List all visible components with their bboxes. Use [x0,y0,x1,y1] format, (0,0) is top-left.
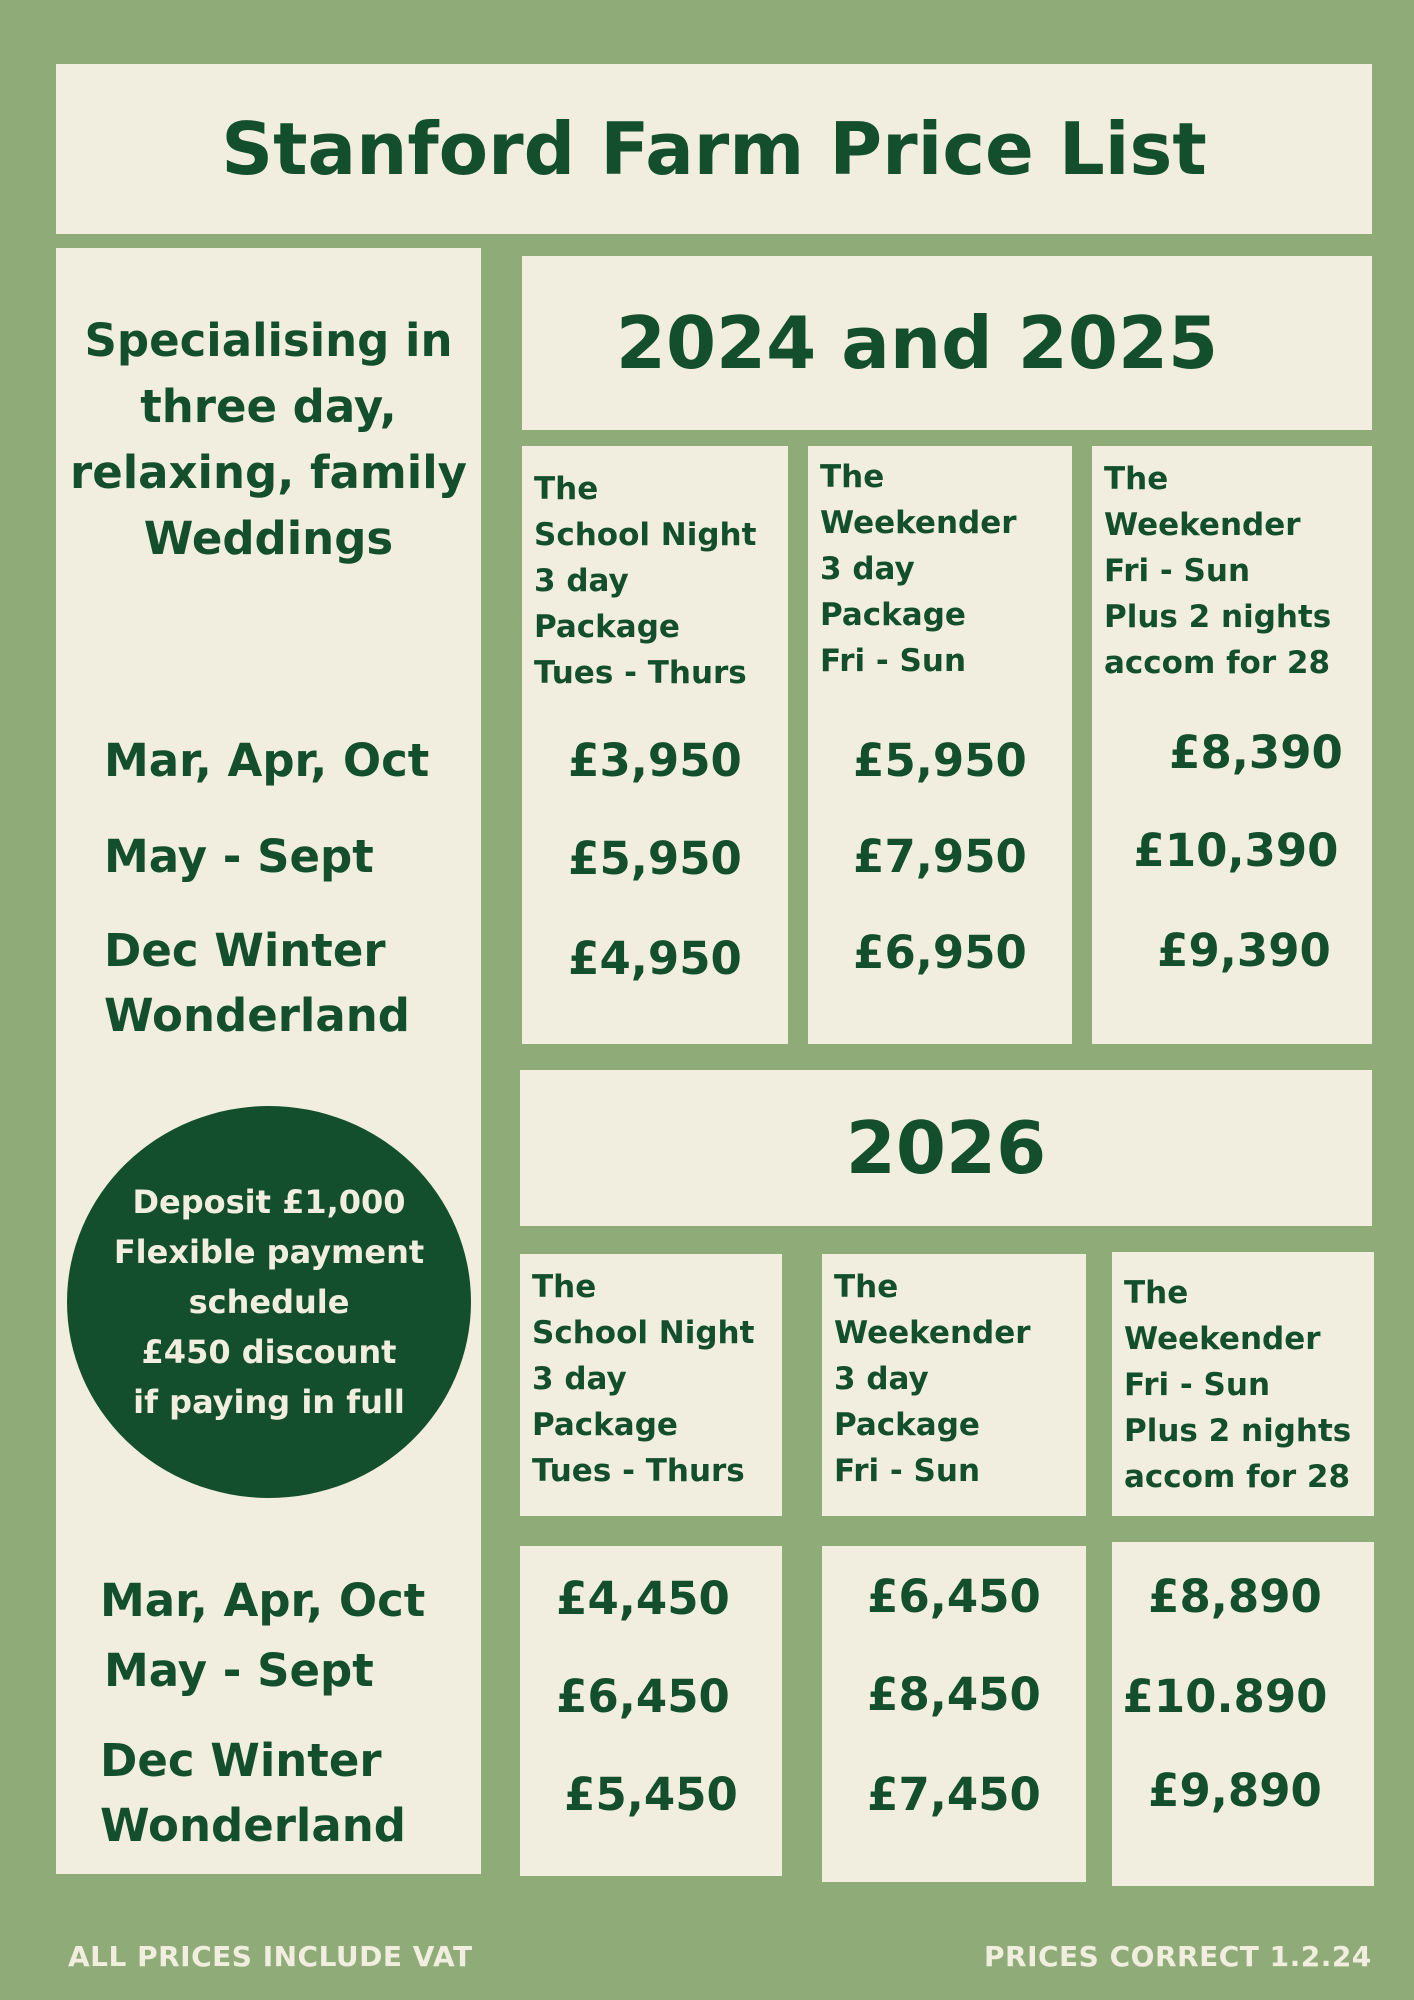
price-value: £4,450 [556,1572,730,1625]
price-value: £6,950 [853,926,1027,979]
card-weekender-2026-prices [822,1546,1086,1882]
year-heading-text: 2024 and 2025 [615,301,1219,385]
card-weekender-2026-header [822,1254,1086,1516]
season-label-dec-winter-2026 [100,1728,406,1858]
package-name: The Weekender 3 day Package Fri - Sun [834,1269,1031,1489]
package-name: The Weekender Fri - Sun Plus 2 nights accom for 28 [1124,1275,1352,1495]
left-column [56,248,481,1874]
season-label-line: Dec Winter [100,1734,382,1787]
deposit-line: Deposit £1,000 [132,1183,406,1221]
card-weekender-2024 [808,446,1072,1044]
package-name: The School Night 3 day Package Tues - Thurs [532,1269,755,1489]
package-name: The Weekender 3 day Package Fri - Sun [820,459,1017,679]
season-label-line: Dec Winter [104,924,386,977]
card-weekender-accom-2024 [1092,446,1372,1044]
deposit-line: schedule [188,1283,350,1321]
deposit-line: if paying in full [133,1383,405,1421]
card-weekender-accom-2026-prices [1112,1542,1374,1886]
footer-vat-note: ALL PRICES INCLUDE VAT [68,1940,473,1973]
price-value: £5,450 [564,1768,738,1821]
price-value: £6,450 [556,1670,730,1723]
year-heading-2026 [520,1070,1372,1226]
price-value: £3,950 [568,734,742,787]
tagline-line: Weddings [143,512,394,565]
tagline-line: relaxing, family [70,446,467,499]
season-label-mar-apr-oct: Mar, Apr, Oct [104,734,430,787]
price-value: £10,390 [1133,824,1339,877]
price-value: £7,950 [853,830,1027,883]
price-value: £8,890 [1148,1570,1322,1623]
price-value: £8,390 [1169,726,1343,779]
season-label-mar-apr-oct-2026: Mar, Apr, Oct [100,1574,426,1627]
price-value: £6,450 [867,1570,1041,1623]
deposit-line: £450 discount [141,1333,397,1371]
page-title: Stanford Farm Price List [221,107,1207,191]
season-label-line: Wonderland [100,1799,406,1852]
price-value: £8,450 [867,1668,1041,1721]
price-value: £9,890 [1148,1764,1322,1817]
season-label-may-sept: May - Sept [104,830,374,883]
price-value: £9,390 [1157,924,1331,977]
season-label-line: Wonderland [104,989,410,1042]
card-school-night-2026-prices [520,1546,782,1876]
price-value: £10.890 [1122,1670,1328,1723]
card-school-night-2026-header [520,1254,782,1516]
deposit-line: Flexible payment [113,1233,425,1271]
package-name: The School Night 3 day Package Tues - Thurs [534,471,757,691]
price-value: £4,950 [568,932,742,985]
title-panel [56,64,1372,234]
price-value: £7,450 [867,1768,1041,1821]
price-value: £5,950 [853,734,1027,787]
year-heading-2024-2025 [522,256,1372,430]
card-school-night-2024 [522,446,788,1044]
year-heading-text: 2026 [845,1106,1047,1190]
tagline-line: Specialising in [84,314,453,367]
deposit-badge [67,1106,471,1498]
tagline [56,308,481,572]
tagline-line: three day, [140,380,397,433]
package-name: The Weekender Fri - Sun Plus 2 nights accom for 28 [1104,461,1332,681]
card-weekender-accom-2026-header [1112,1252,1374,1516]
footer-prices-correct: PRICES CORRECT 1.2.24 [984,1940,1372,1973]
season-label-dec-winter [104,918,410,1048]
price-value: £5,950 [568,832,742,885]
season-label-may-sept-2026: May - Sept [104,1644,374,1697]
